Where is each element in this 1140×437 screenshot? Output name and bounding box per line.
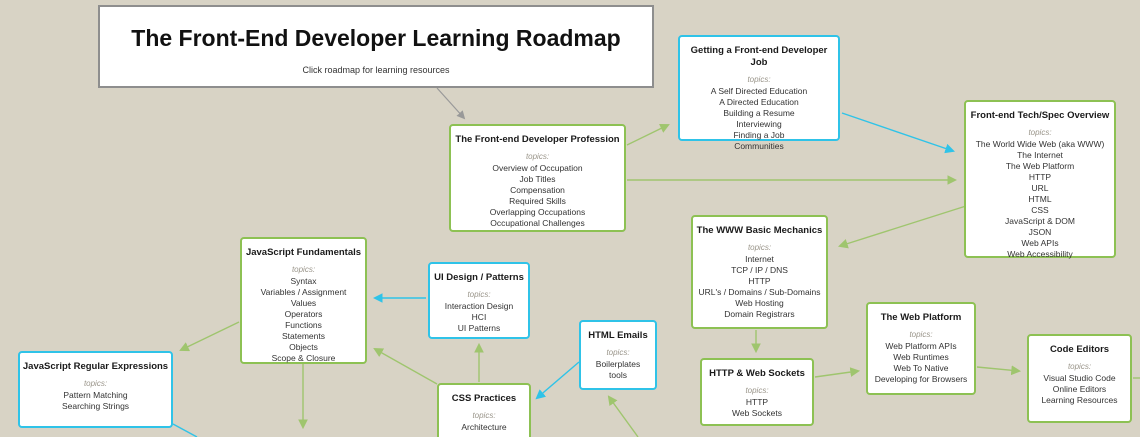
node-css-practices[interactable] bbox=[437, 383, 531, 437]
topic-item: Web Runtimes bbox=[893, 352, 949, 362]
edge-profession-to-getting-job bbox=[627, 125, 668, 145]
topic-item: tools bbox=[609, 370, 627, 380]
topic-item: Web Hosting bbox=[735, 298, 784, 308]
node-html-emails[interactable] bbox=[579, 320, 657, 390]
topic-list bbox=[1031, 373, 1128, 406]
topic-item: Searching Strings bbox=[61, 401, 130, 411]
topic-list bbox=[432, 301, 526, 334]
topics-label: topics: bbox=[606, 348, 630, 357]
topics-label: topics: bbox=[1028, 128, 1052, 137]
edge-getting-job-to-tech-spec bbox=[842, 113, 953, 151]
topic-item: Occupational Challenges bbox=[490, 218, 585, 228]
node-javascript-regular-expressions[interactable] bbox=[18, 351, 173, 428]
topic-item: JavaScript & DOM bbox=[1005, 216, 1075, 226]
topic-item: Building a Resume bbox=[723, 108, 795, 118]
topic-item: UI Patterns bbox=[457, 323, 501, 333]
topic-item: Variables / Assignment bbox=[260, 287, 347, 297]
node-title: CSS Practices bbox=[451, 393, 517, 404]
topic-item: Online Editors bbox=[1052, 384, 1107, 394]
topic-item: Web Accessibility bbox=[1007, 249, 1073, 259]
topic-list bbox=[453, 163, 622, 229]
node-title: The Front-end Developer Profession bbox=[455, 134, 620, 145]
node-the-front-end-developer-profession[interactable] bbox=[449, 124, 626, 232]
edge-title-to-profession bbox=[437, 88, 464, 118]
node-title: UI Design / Patterns bbox=[434, 272, 524, 283]
topic-item: Interviewing bbox=[736, 119, 782, 129]
topic-item: Web To Native bbox=[893, 363, 949, 373]
topic-item: Architecture bbox=[461, 422, 507, 432]
edge-http-websockets-to-web-platform bbox=[815, 371, 858, 377]
edge-html-emails-to-css-practices bbox=[537, 362, 579, 398]
topic-item: Pattern Matching bbox=[63, 390, 128, 400]
node-ui-design-patterns[interactable] bbox=[428, 262, 530, 339]
topics-label: topics: bbox=[747, 243, 772, 252]
page-subtitle: Click roadmap for learning resources bbox=[302, 65, 450, 75]
topic-item: Communities bbox=[734, 141, 784, 151]
edge-web-platform-to-code-editors bbox=[977, 367, 1019, 371]
topic-item: Learning Resources bbox=[1041, 395, 1118, 405]
topic-item: CSS bbox=[1031, 205, 1049, 215]
topic-item: HTTP bbox=[1028, 172, 1052, 182]
node-title: Getting a Front-end Developer Job bbox=[690, 45, 828, 68]
topic-item: Job Titles bbox=[519, 174, 556, 184]
node-title: HTML Emails bbox=[588, 330, 648, 341]
topic-item: Syntax bbox=[290, 276, 317, 286]
topic-item: Operators bbox=[284, 309, 323, 319]
topics-label: topics: bbox=[83, 379, 108, 388]
node-the-www-basic-mechanics[interactable] bbox=[691, 215, 828, 329]
node-title: HTTP & Web Sockets bbox=[709, 368, 805, 379]
topic-item: Objects bbox=[289, 342, 318, 352]
topic-item: The Internet bbox=[1017, 150, 1063, 160]
topic-item: Boilerplates bbox=[595, 359, 641, 369]
edge-js-regex-to-offscreen bbox=[173, 424, 197, 437]
edge-tech-spec-to-www bbox=[840, 206, 966, 246]
topic-item: Functions bbox=[285, 320, 322, 330]
topic-item: A Self Directed Education bbox=[710, 86, 808, 96]
node-http-and-web-sockets[interactable] bbox=[700, 358, 814, 426]
topic-list bbox=[695, 254, 824, 320]
topic-item: Interaction Design bbox=[444, 301, 514, 311]
topic-list bbox=[583, 359, 653, 381]
node-title: The Web Platform bbox=[880, 312, 962, 323]
node-getting-a-front-end-developer-job[interactable] bbox=[678, 35, 840, 151]
edge-js-fundamentals-to-js-regex bbox=[181, 322, 239, 350]
topic-item: TCP / IP / DNS bbox=[731, 265, 788, 275]
topic-item: HCI bbox=[471, 312, 487, 322]
topic-item: Web APIs bbox=[1021, 238, 1059, 248]
edge-css-practices-to-js-fundamentals bbox=[375, 349, 437, 384]
node-title: JavaScript Regular Expressions bbox=[22, 361, 169, 372]
topic-item: Required Skills bbox=[509, 196, 566, 206]
topic-item: Developing for Browsers bbox=[874, 374, 968, 384]
topic-item: Web Platform APIs bbox=[885, 341, 957, 351]
topic-item: Domain Registrars bbox=[724, 309, 795, 319]
topic-item: Visual Studio Code bbox=[1043, 373, 1116, 383]
topic-list bbox=[682, 86, 836, 152]
topics-label: topics: bbox=[525, 152, 550, 161]
topic-list bbox=[968, 139, 1112, 260]
topic-item: Overview of Occupation bbox=[492, 163, 583, 173]
node-title: JavaScript Fundamentals bbox=[245, 247, 362, 258]
topic-item: Finding a Job bbox=[733, 130, 785, 140]
topic-item: Scope & Closure bbox=[271, 353, 336, 363]
topic-item: Values bbox=[290, 298, 317, 308]
node-code-editors[interactable] bbox=[1027, 334, 1132, 423]
topic-item: Internet bbox=[745, 254, 774, 264]
topic-list bbox=[441, 422, 527, 433]
node-javascript-fundamentals[interactable] bbox=[240, 237, 367, 364]
topic-item: The World Wide Web (aka WWW) bbox=[975, 139, 1105, 149]
node-title: Code Editors bbox=[1049, 344, 1110, 355]
topic-item: HTTP bbox=[745, 397, 769, 407]
roadmap-title-box[interactable] bbox=[98, 5, 654, 88]
topics-label: topics: bbox=[1067, 362, 1092, 371]
topic-item: Web Sockets bbox=[732, 408, 782, 418]
topic-item: Overlapping Occupations bbox=[489, 207, 586, 217]
topic-item: JSON bbox=[1028, 227, 1052, 237]
node-the-web-platform[interactable] bbox=[866, 302, 976, 395]
topic-item: Statements bbox=[282, 331, 325, 341]
topic-item: URL bbox=[1031, 183, 1049, 193]
page-title: The Front-End Developer Learning Roadmap bbox=[131, 25, 621, 51]
edge-offscreen-to-html-emails bbox=[609, 397, 638, 437]
topic-list bbox=[870, 341, 972, 385]
topics-label: topics: bbox=[747, 75, 771, 84]
topics-label: topics: bbox=[472, 411, 496, 420]
topics-label: topics: bbox=[745, 386, 769, 395]
topic-list bbox=[244, 276, 363, 364]
topics-label: topics: bbox=[291, 265, 316, 274]
topic-item: HTML bbox=[1028, 194, 1052, 204]
topic-item: Compensation bbox=[510, 185, 565, 195]
node-title: Front-end Tech/Spec Overview bbox=[970, 110, 1110, 121]
topic-item: A Directed Education bbox=[719, 97, 799, 107]
node-title: The WWW Basic Mechanics bbox=[696, 225, 823, 236]
topic-list bbox=[704, 397, 810, 419]
topic-item: The Web Platform bbox=[1005, 161, 1075, 171]
topics-label: topics: bbox=[909, 330, 933, 339]
topic-item: URL's / Domains / Sub-Domains bbox=[698, 287, 821, 297]
topics-label: topics: bbox=[467, 290, 491, 299]
node-front-end-tech-spec-overview[interactable] bbox=[964, 100, 1116, 258]
topic-item: HTTP bbox=[748, 276, 771, 286]
topic-list bbox=[22, 390, 169, 412]
